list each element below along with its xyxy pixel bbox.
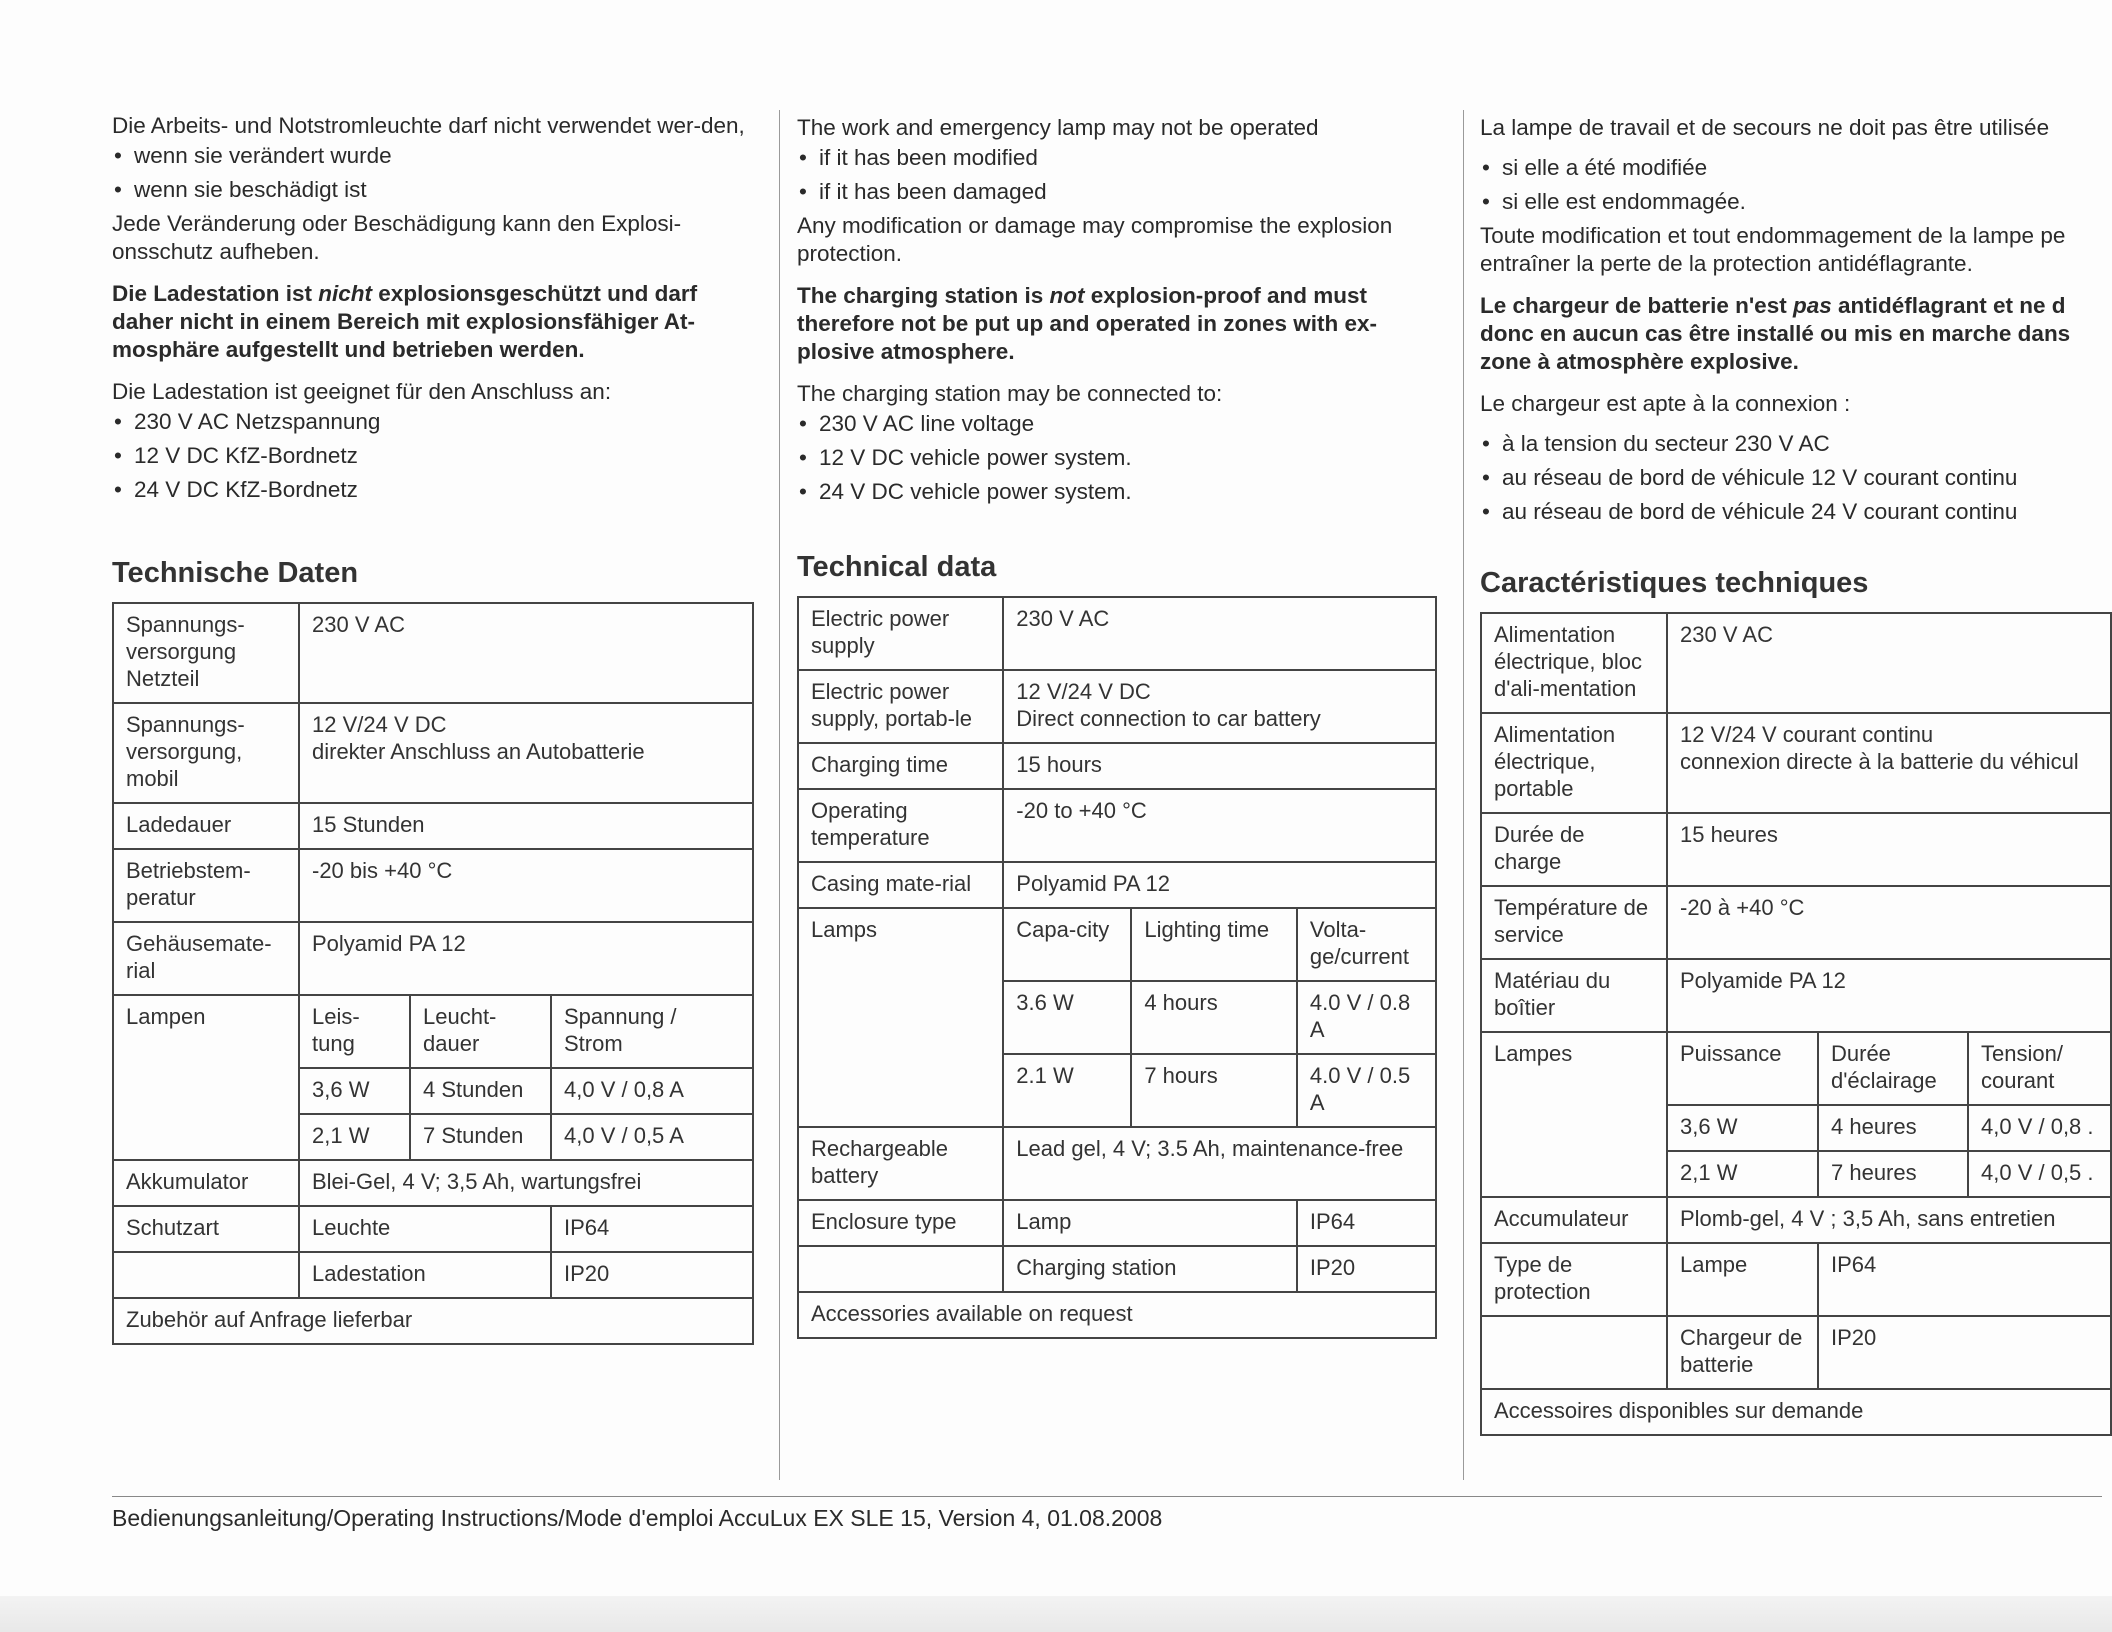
spec-value: 230 V AC [1667, 613, 2111, 713]
protection-part: Ladestation [299, 1252, 551, 1298]
intro-text: Die Arbeits- und Notstromleuchte darf nicht verwendet wer-den, [112, 113, 745, 138]
lamp-cell: 2,1 W [1667, 1151, 1818, 1197]
spec-label-empty [113, 1252, 299, 1298]
lamp-cell: 3,6 W [299, 1068, 410, 1114]
lamp-cell: 4,0 V / 0,5 A [551, 1114, 753, 1160]
spec-value: Plomb-gel, 4 V ; 3,5 Ah, sans entretien [1667, 1197, 2111, 1243]
protection-part: Chargeur de batterie [1667, 1316, 1818, 1389]
spec-label: Electric power supply, portab-le [798, 670, 1003, 743]
intro-text: La lampe de travail et de secours ne doit pas être utilisée [1480, 115, 2050, 140]
spec-label: Alimentation électrique, portable [1481, 713, 1667, 813]
lamp-cell: 4,0 V / 0,8 . [1968, 1105, 2111, 1151]
spec-value: Blei-Gel, 4 V; 3,5 Ah, wartungsfrei [299, 1160, 753, 1206]
list-item: • à la tension du secteur 230 V AC [1480, 430, 2112, 458]
spec-label-empty [798, 1246, 1003, 1292]
spec-label: Matériau du boîtier [1481, 959, 1667, 1032]
spec-label: Ladedauer [113, 803, 299, 849]
spec-value: -20 to +40 °C [1003, 789, 1436, 862]
protection-rating: IP64 [551, 1206, 753, 1252]
lamp-cell: 4.0 V / 0.8 A [1297, 981, 1436, 1054]
note-text: Any modification or damage may compromise the explosion protection. [797, 213, 1393, 266]
spec-label: Rechargeable battery [798, 1127, 1003, 1200]
lamp-cell: 4 heures [1818, 1105, 1968, 1151]
tech-data-table [797, 596, 1437, 1339]
french-column [1480, 114, 2112, 1436]
lamp-header: Leucht-dauer [410, 995, 551, 1068]
spec-value: 230 V AC [299, 603, 753, 703]
spec-value: 15 heures [1667, 813, 2111, 886]
spec-label: Lamps [798, 908, 1003, 1127]
connection-list [112, 408, 754, 504]
lamp-cell: 4 Stunden [410, 1068, 551, 1114]
scan-edge [0, 1596, 2112, 1632]
note-text: Jede Veränderung oder Beschädigung kann den Explosi-onsschutz aufheben. [112, 211, 682, 264]
list-item: • 12 V DC vehicle power system. [797, 444, 1437, 472]
spec-label: Schutzart [113, 1206, 299, 1252]
list-item: • si elle a été modifiée [1480, 154, 2112, 182]
protection-part: Lampe [1667, 1243, 1818, 1316]
list-item: • 230 V AC Netzspannung [112, 408, 754, 436]
list-item: • 230 V AC line voltage [797, 410, 1437, 438]
spec-label: Gehäusemate-rial [113, 922, 299, 995]
spec-value: 12 V/24 V DC Direct connection to car battery [1003, 670, 1436, 743]
spec-value: 15 Stunden [299, 803, 753, 849]
connection-lead: The charging station may be connected to: [797, 381, 1223, 406]
lamp-cell: 3,6 W [1667, 1105, 1818, 1151]
list-item: • if it has been damaged [797, 178, 1437, 206]
lamp-cell: 4,0 V / 0,8 A [551, 1068, 753, 1114]
spec-label: Accumulateur [1481, 1197, 1667, 1243]
lamp-cell: 7 heures [1818, 1151, 1968, 1197]
condition-list [797, 144, 1437, 206]
lamp-cell: 4 hours [1131, 981, 1297, 1054]
protection-part: Leuchte [299, 1206, 551, 1252]
spec-label: Lampen [113, 995, 299, 1160]
spec-label-empty [1481, 1316, 1667, 1389]
list-item: • si elle est endommagée. [1480, 188, 2112, 216]
spec-label: Spannungs-versorgung, mobil [113, 703, 299, 803]
german-column [112, 112, 754, 1345]
list-item: • wenn sie verändert wurde [112, 142, 754, 170]
list-item: • 24 V DC KfZ-Bordnetz [112, 476, 754, 504]
list-item: • if it has been modified [797, 144, 1437, 172]
footer-divider [112, 1496, 2102, 1497]
connection-lead: Die Ladestation ist geeignet für den Anschluss an: [112, 379, 612, 404]
connection-list [797, 410, 1437, 506]
protection-part: Charging station [1003, 1246, 1297, 1292]
spec-value: 230 V AC [1003, 597, 1436, 670]
lamp-header: Leis-tung [299, 995, 410, 1068]
spec-label: Electric power supply [798, 597, 1003, 670]
protection-rating: IP64 [1818, 1243, 2111, 1316]
spec-label: Enclosure type [798, 1200, 1003, 1246]
spec-label: Casing mate-rial [798, 862, 1003, 908]
column-divider [1463, 110, 1464, 1480]
column-divider [779, 110, 780, 1480]
spec-label: Température de service [1481, 886, 1667, 959]
section-heading: Technische Daten [112, 557, 359, 589]
connection-list [1480, 430, 2112, 526]
warning-text: Die Ladestation ist nicht explosionsgeschützt und darf daher nicht in einem Bereich mit explosionsfähiger At-mosphäre aufgestellt und betrieben werden. [112, 281, 698, 362]
spec-label: Type de protection [1481, 1243, 1667, 1316]
lamp-header: Tension/ courant [1968, 1032, 2111, 1105]
spec-value: Polyamid PA 12 [299, 922, 753, 995]
list-item: • au réseau de bord de véhicule 24 V courant continu [1480, 498, 2112, 526]
lamp-header: Volta-ge/current [1297, 908, 1436, 981]
spec-value: 12 V/24 V DC direkter Anschluss an Autobatterie [299, 703, 753, 803]
spec-value: Polyamid PA 12 [1003, 862, 1436, 908]
connection-lead: Le chargeur est apte à la connexion : [1480, 391, 1851, 416]
section-heading: Technical data [797, 551, 997, 583]
note-text: Toute modification et tout endommagement de la lampe pe entraîner la perte de la protection antidéflagrante. [1480, 223, 2066, 276]
accessories-note: Accessories available on request [798, 1292, 1436, 1338]
list-item: • wenn sie beschädigt ist [112, 176, 754, 204]
accessories-note: Zubehör auf Anfrage lieferbar [113, 1298, 753, 1344]
spec-label: Akkumulator [113, 1160, 299, 1206]
spec-value: Lead gel, 4 V; 3.5 Ah, maintenance-free [1003, 1127, 1436, 1200]
spec-label: Charging time [798, 743, 1003, 789]
protection-rating: IP20 [1818, 1316, 2111, 1389]
spec-value: 12 V/24 V courant continu connexion directe à la batterie du véhicul [1667, 713, 2111, 813]
lamp-header: Spannung / Strom [551, 995, 753, 1068]
spec-label: Operating temperature [798, 789, 1003, 862]
spec-value: Polyamide PA 12 [1667, 959, 2111, 1032]
lamp-cell: 4,0 V / 0,5 . [1968, 1151, 2111, 1197]
tech-data-table [1480, 612, 2112, 1436]
condition-list [1480, 154, 2112, 216]
page-footer: Bedienungsanleitung/Operating Instructions/Mode d'emploi AccuLux EX SLE 15, Version 4, 01.08.2008 [112, 1505, 1163, 1531]
lamp-cell: 2,1 W [299, 1114, 410, 1160]
section-heading: Caractéristiques techniques [1480, 567, 1869, 599]
spec-label: Spannungs-versorgung Netzteil [113, 603, 299, 703]
protection-part: Lamp [1003, 1200, 1297, 1246]
lamp-header: Puissance [1667, 1032, 1818, 1105]
lamp-header: Durée d'éclairage [1818, 1032, 1968, 1105]
spec-value: -20 bis +40 °C [299, 849, 753, 922]
spec-label: Lampes [1481, 1032, 1667, 1197]
warning-text: The charging station is not explosion-proof and must therefore not be put up and operated in zones with ex-plosive atmosphere. [797, 283, 1378, 364]
list-item: • 12 V DC KfZ-Bordnetz [112, 442, 754, 470]
protection-rating: IP64 [1297, 1200, 1436, 1246]
lamp-cell: 3.6 W [1003, 981, 1131, 1054]
accessories-note: Accessoires disponibles sur demande [1481, 1389, 2111, 1435]
protection-rating: IP20 [1297, 1246, 1436, 1292]
spec-value: -20 à +40 °C [1667, 886, 2111, 959]
intro-text: The work and emergency lamp may not be operated [797, 115, 1319, 140]
lamp-header: Capa-city [1003, 908, 1131, 981]
lamp-cell: 2.1 W [1003, 1054, 1131, 1127]
list-item: • 24 V DC vehicle power system. [797, 478, 1437, 506]
warning-text: Le chargeur de batterie n'est pas antidéflagrant et ne d donc en aucun cas être installé ou mis en marche dans zone à atmosphère explosive. [1480, 293, 2071, 374]
lamp-cell: 7 Stunden [410, 1114, 551, 1160]
condition-list [112, 142, 754, 204]
lamp-header: Lighting time [1131, 908, 1297, 981]
lamp-cell: 7 hours [1131, 1054, 1297, 1127]
tech-data-table [112, 602, 754, 1345]
spec-label: Betriebstem-peratur [113, 849, 299, 922]
list-item: • au réseau de bord de véhicule 12 V courant continu [1480, 464, 2112, 492]
protection-rating: IP20 [551, 1252, 753, 1298]
english-column [797, 114, 1437, 1339]
spec-label: Alimentation électrique, bloc d'ali-mentation [1481, 613, 1667, 713]
spec-value: 15 hours [1003, 743, 1436, 789]
lamp-cell: 4.0 V / 0.5 A [1297, 1054, 1436, 1127]
spec-label: Durée de charge [1481, 813, 1667, 886]
